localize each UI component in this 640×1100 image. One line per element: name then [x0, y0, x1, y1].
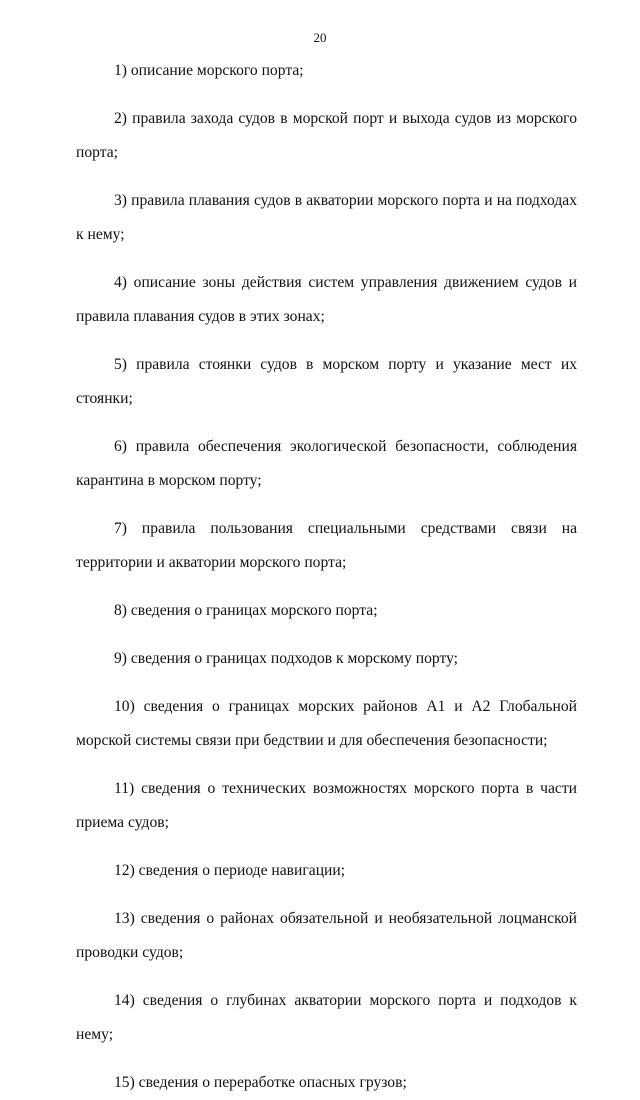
list-item: 3) правила плавания судов в акватории морского порта и на подходах к нему;	[76, 192, 577, 243]
page-number: 20	[313, 30, 327, 45]
list-item: 12) сведения о периоде навигации;	[114, 862, 346, 879]
list-item: 10) сведения о границах морских районов А1 и А2 Глобальной морской системы связи при бедствии и для обеспечения безопасности;	[76, 698, 577, 749]
list-item: 6) правила обеспечения экологической безопасности, соблюдения карантина в морском порту;	[76, 438, 577, 489]
list-item: 15) сведения о переработке опасных грузов;	[114, 1074, 407, 1091]
list-item: 13) сведения о районах обязательной и необязательной лоцманской проводки судов;	[76, 910, 577, 961]
list-item: 14) сведения о глубинах акватории морского порта и подходов к нему;	[76, 992, 577, 1043]
list-item: 8) сведения о границах морского порта;	[114, 602, 378, 619]
list-item: 4) описание зоны действия систем управления движением судов и правила плавания судов в этих зонах;	[76, 274, 577, 325]
list-item: 5) правила стоянки судов в морском порту и указание мест их стоянки;	[76, 356, 577, 407]
list-item: 9) сведения о границах подходов к морскому порту;	[114, 650, 459, 667]
list-item: 7) правила пользования специальными средствами связи на территории и акватории морского порта;	[76, 520, 577, 571]
list-item: 1) описание морского порта;	[114, 62, 304, 79]
list-item: 11) сведения о технических возможностях морского порта в части приема судов;	[76, 780, 577, 831]
list-item: 2) правила захода судов в морской порт и выхода судов из морского порта;	[76, 110, 577, 161]
document-body	[76, 54, 577, 1100]
